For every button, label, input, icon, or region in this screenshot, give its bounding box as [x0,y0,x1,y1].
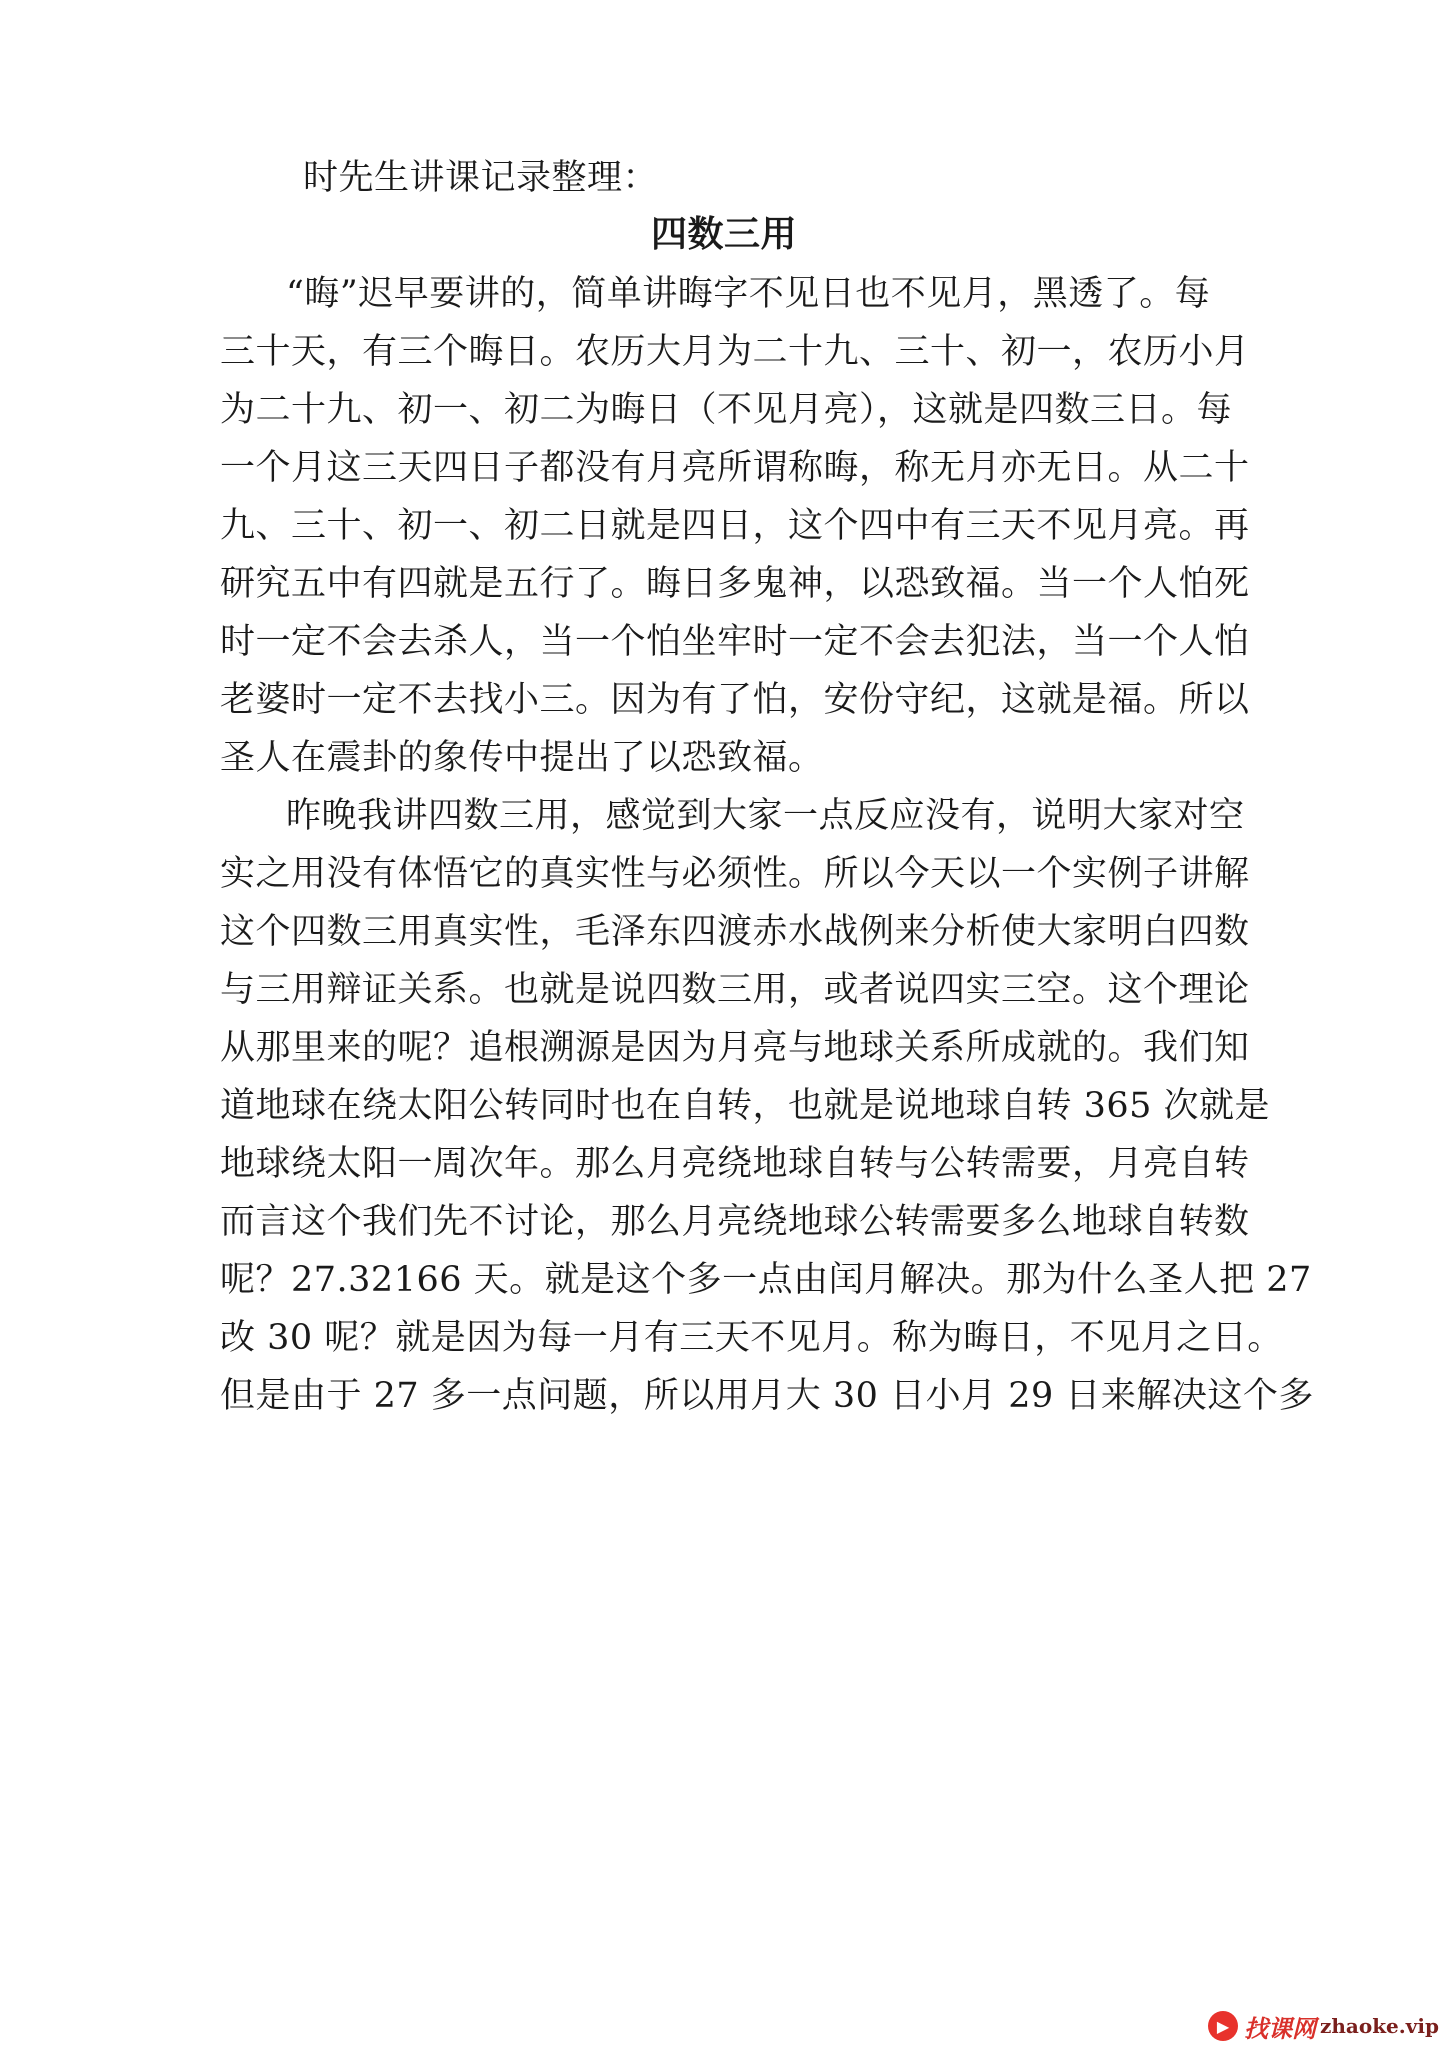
paragraph-2-line-4: 与三用辩证关系。也就是说四数三用，或者说四实三空。这个理论 [220,970,1250,1010]
watermark-brand: 找课网 [1244,2014,1316,2043]
paragraph-2-line-6: 道地球在绕太阳公转同时也在自转，也就是说地球自转 365 次就是 [220,1086,1271,1126]
paragraph-2-line-11: 但是由于 27 多一点问题，所以用月大 30 日小月 29 日来解决这个多 [220,1376,1314,1416]
paragraph-1-line-8: 老婆时一定不去找小三。因为有了怕，安份守纪，这就是福。所以 [220,680,1250,720]
paragraph-2-line-8: 而言这个我们先不讨论，那么月亮绕地球公转需要多么地球自转数 [220,1202,1250,1242]
paragraph-2-line-10: 改 30 呢？就是因为每一月有三天不见月。称为晦日，不见月之日。 [220,1318,1283,1358]
paragraph-1-line-5: 九、三十、初一、初二日就是四日，这个四中有三天不见月亮。再 [220,506,1250,546]
paragraph-1-line-4: 一个月这三天四日子都没有月亮所谓称晦，称无月亦无日。从二十 [220,448,1250,488]
document-header: 时先生讲课记录整理： [303,158,659,198]
paragraph-1-line-7: 时一定不会去杀人，当一个怕坐牢时一定不会去犯法，当一个人怕 [220,622,1250,662]
paragraph-1-line-2: 三十天，有三个晦日。农历大月为二十九、三十、初一，农历小月 [220,332,1250,372]
paragraph-2-line-7: 地球绕太阳一周次年。那么月亮绕地球自转与公转需要，月亮自转 [220,1144,1250,1184]
watermark [1208,2004,1448,2048]
paragraph-2-line-5: 从那里来的呢？追根溯源是因为月亮与地球关系所成就的。我们知 [220,1028,1250,1068]
paragraph-1-line-6: 研究五中有四就是五行了。晦日多鬼神，以恐致福。当一个人怕死 [220,564,1250,604]
watermark-url: zhaoke.vip [1320,2014,1439,2038]
paragraph-1-line-9: 圣人在震卦的象传中提出了以恐致福。 [220,738,824,778]
paragraph-1-line-3: 为二十九、初一、初二为晦日（不见月亮），这就是四数三日。每 [220,390,1233,430]
paragraph-1-line-1: “晦”迟早要讲的，简单讲晦字不见日也不见月，黑透了。每 [286,274,1211,314]
play-logo-icon: ▶ [1208,2011,1238,2041]
paragraph-2-line-2: 实之用没有体悟它的真实性与必须性。所以今天以一个实例子讲解 [220,854,1250,894]
paragraph-2-line-1: 昨晚我讲四数三用，感觉到大家一点反应没有，说明大家对空 [286,796,1245,836]
paragraph-2-line-9: 呢？27.32166 天。就是这个多一点由闰月解决。那为什么圣人把 27 [220,1260,1312,1300]
document-title: 四数三用 [650,213,797,255]
paragraph-2-line-3: 这个四数三用真实性，毛泽东四渡赤水战例来分析使大家明白四数 [220,912,1250,952]
